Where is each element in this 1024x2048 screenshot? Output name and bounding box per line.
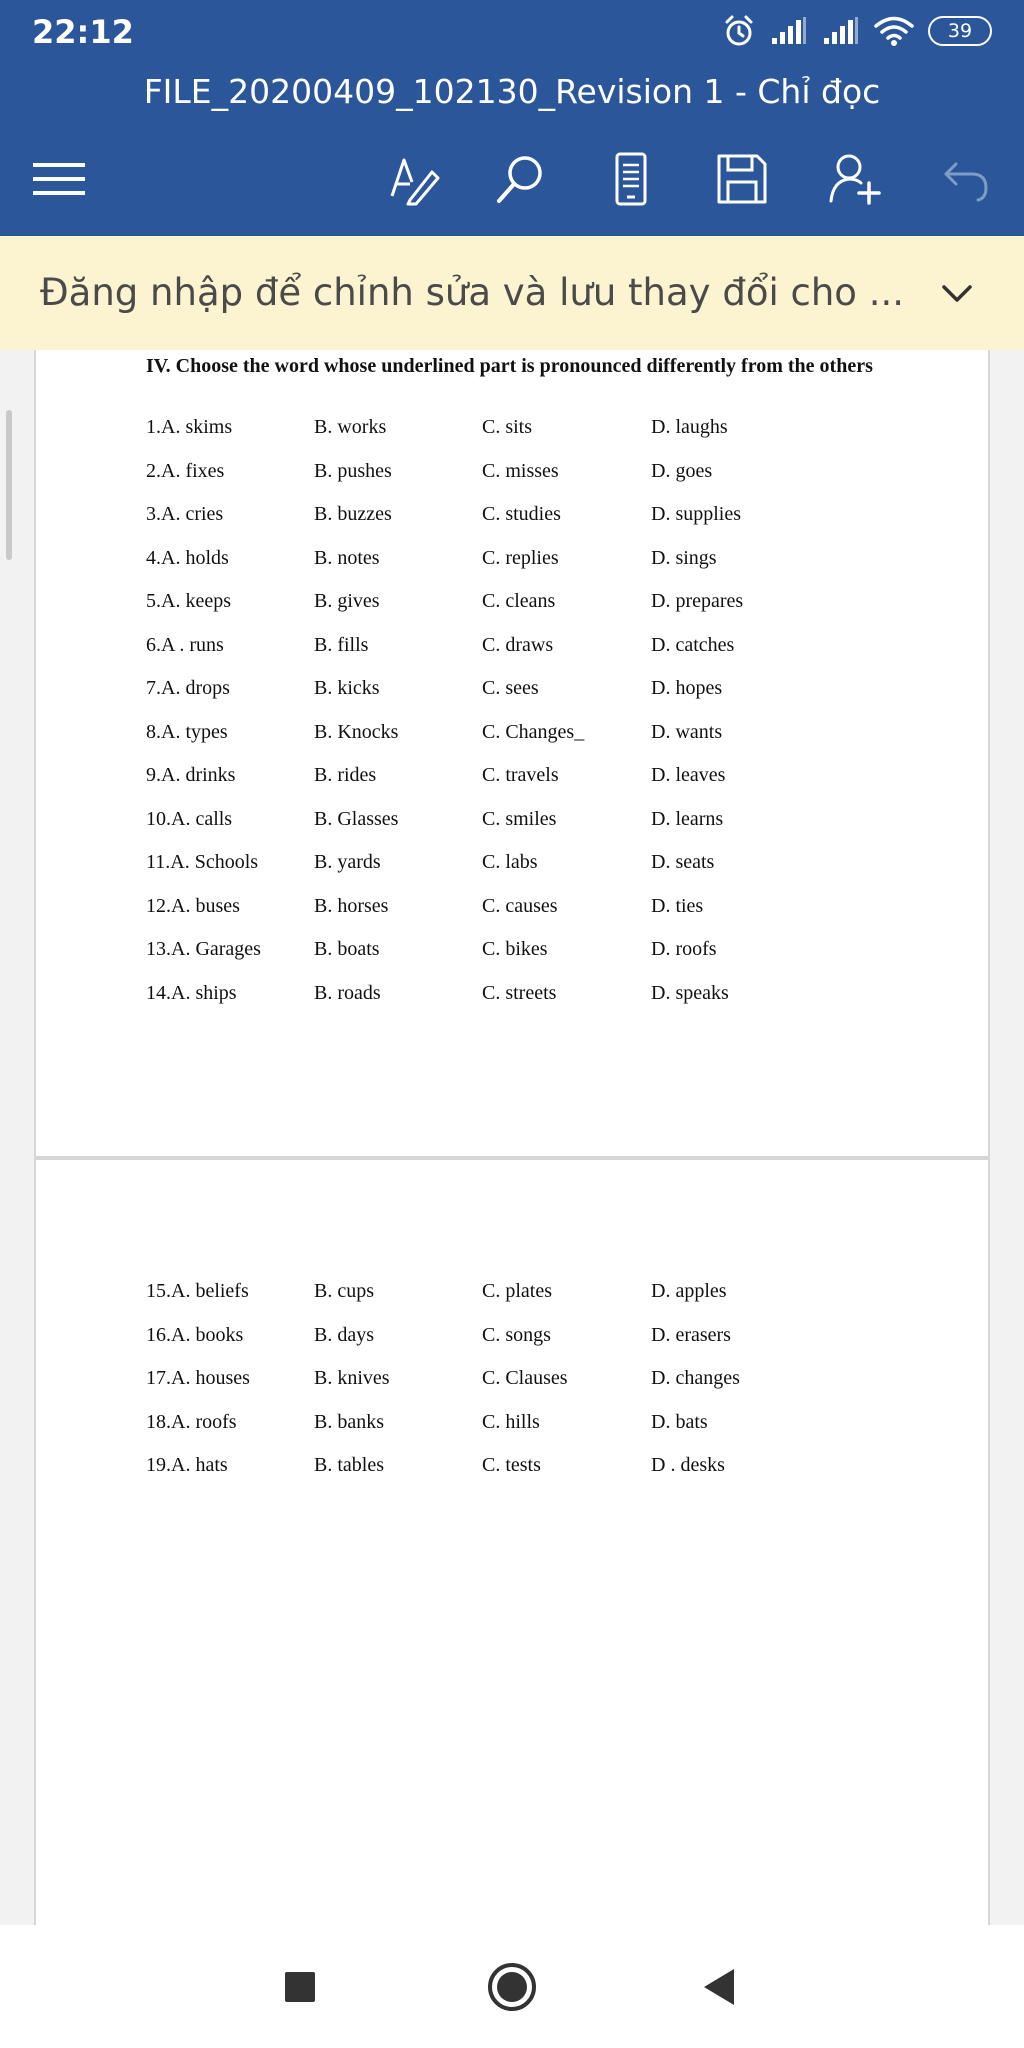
mobile-view-icon xyxy=(611,151,651,207)
option-a: 6.A . runs xyxy=(146,633,224,656)
option-a: 11.A. Schools xyxy=(146,851,259,873)
option-b: B. cups xyxy=(314,1280,374,1302)
option-d: D. erasers xyxy=(651,1323,731,1346)
option-a: 17.A. houses xyxy=(146,1367,250,1389)
save-button[interactable] xyxy=(707,144,777,214)
option-c: C. replies xyxy=(482,546,559,569)
undo-button[interactable] xyxy=(930,144,1000,214)
option-b: B. pushes xyxy=(314,459,392,482)
option-c: C. studies xyxy=(482,503,561,525)
option-a: 5.A. keeps xyxy=(146,590,231,612)
option-d: D. hopes xyxy=(651,677,723,699)
option-b: B. Knocks xyxy=(314,720,399,743)
undo-icon xyxy=(940,154,990,204)
option-c: C. plates xyxy=(482,1280,552,1302)
option-d: D. speaks xyxy=(651,981,729,1004)
option-b: B. fills xyxy=(314,633,369,656)
document-page-2 xyxy=(34,1158,990,1925)
navigation-bar xyxy=(0,1925,1024,2048)
option-b: B. horses xyxy=(314,894,389,917)
signin-banner-text: Đăng nhập để chỉnh sửa và lưu thay đổi cho ... xyxy=(40,271,904,314)
option-b: B. days xyxy=(314,1323,374,1346)
exercise-heading: IV. Choose the word whose underlined part is pronounced differently from the others xyxy=(146,355,873,377)
option-d: D. prepares xyxy=(651,590,744,612)
toolbar xyxy=(0,122,1024,236)
option-c: C. bikes xyxy=(482,938,548,960)
option-a: 10.A. calls xyxy=(146,807,233,830)
option-c: C. labs xyxy=(482,851,538,873)
banner-expand-button[interactable] xyxy=(936,272,978,314)
option-d: D. sings xyxy=(651,546,717,569)
option-a: 9.A. drinks xyxy=(146,764,236,786)
option-b: B. tables xyxy=(314,1454,384,1476)
option-c: C. smiles xyxy=(482,807,557,830)
status-icons xyxy=(722,14,992,48)
option-b: B. roads xyxy=(314,981,381,1004)
option-a: 19.A. hats xyxy=(146,1454,228,1476)
home-circle-icon xyxy=(486,1961,538,2013)
option-b: B. banks xyxy=(314,1410,384,1433)
option-a: 3.A. cries xyxy=(146,503,224,525)
option-c: C. causes xyxy=(482,894,558,917)
option-c: C. songs xyxy=(482,1323,551,1346)
mobile-view-button[interactable] xyxy=(596,144,666,214)
option-a: 7.A. drops xyxy=(146,677,230,699)
option-b: B. rides xyxy=(314,764,377,786)
recents-button[interactable] xyxy=(270,1957,330,2017)
option-c: C. sees xyxy=(482,677,539,699)
option-b: B. boats xyxy=(314,938,380,960)
option-d: D. laughs xyxy=(651,416,728,438)
option-a: 12.A. buses xyxy=(146,894,240,917)
option-c: C. draws xyxy=(482,633,554,656)
scrollbar-thumb[interactable] xyxy=(6,410,12,560)
share-user-icon xyxy=(827,151,883,207)
option-a: 2.A. fixes xyxy=(146,459,225,482)
option-c: C. streets xyxy=(482,981,557,1004)
option-d: D. seats xyxy=(651,851,715,873)
home-button[interactable] xyxy=(482,1957,542,2017)
option-d: D. supplies xyxy=(651,503,741,525)
pen-icon xyxy=(386,152,440,206)
option-d: D. leaves xyxy=(651,764,726,786)
document-area[interactable] xyxy=(0,350,1024,1925)
status-bar xyxy=(0,0,1024,62)
option-b: B. Glasses xyxy=(314,807,399,830)
option-b: B. notes xyxy=(314,546,380,569)
signin-banner[interactable] xyxy=(0,236,1024,350)
option-b: B. gives xyxy=(314,590,380,612)
option-d: D. ties xyxy=(651,894,704,917)
option-a: 1.A. skims xyxy=(146,416,233,438)
option-c: C. Changes_ xyxy=(482,720,585,743)
option-d: D. apples xyxy=(651,1280,727,1302)
option-d: D . desks xyxy=(651,1454,725,1476)
option-b: B. kicks xyxy=(314,677,380,699)
battery-indicator: 39 xyxy=(928,16,992,46)
option-c: C. cleans xyxy=(482,590,556,612)
option-c: C. Clauses xyxy=(482,1367,568,1389)
search-button[interactable] xyxy=(486,144,556,214)
menu-icon xyxy=(31,159,87,199)
chevron-down-icon xyxy=(936,272,978,314)
option-d: D. wants xyxy=(651,720,723,743)
search-icon xyxy=(493,151,549,207)
option-d: D. goes xyxy=(651,459,713,482)
document-title: FILE_20200409_102130_Revision 1 - Chỉ đọc xyxy=(0,62,1024,122)
option-a: 4.A. holds xyxy=(146,546,229,569)
signal-icon-2 xyxy=(822,16,860,46)
option-d: D. changes xyxy=(651,1367,740,1389)
option-d: D. learns xyxy=(651,807,724,830)
recents-square-icon xyxy=(283,1970,317,2004)
document-page-1 xyxy=(34,350,990,1158)
option-c: C. tests xyxy=(482,1454,541,1476)
option-d: D. bats xyxy=(651,1410,708,1433)
option-a: 14.A. ships xyxy=(146,981,237,1004)
option-d: D. catches xyxy=(651,633,735,656)
option-a: 8.A. types xyxy=(146,720,228,743)
option-c: C. travels xyxy=(482,764,559,786)
wifi-icon xyxy=(874,15,914,47)
edit-button[interactable] xyxy=(378,144,448,214)
share-button[interactable] xyxy=(820,144,890,214)
option-a: 15.A. beliefs xyxy=(146,1280,249,1302)
option-b: B. knives xyxy=(314,1367,390,1389)
menu-button[interactable] xyxy=(24,144,94,214)
option-a: 13.A. Garages xyxy=(146,938,261,960)
option-b: B. works xyxy=(314,416,387,438)
option-a: 16.A. books xyxy=(146,1323,244,1346)
option-c: C. sits xyxy=(482,416,533,438)
back-triangle-icon xyxy=(702,1967,738,2007)
back-button[interactable] xyxy=(690,1957,750,2017)
save-icon xyxy=(715,152,769,206)
status-time: 22:12 xyxy=(32,13,134,51)
option-c: C. hills xyxy=(482,1410,540,1433)
signal-icon-1 xyxy=(770,16,808,46)
option-b: B. buzzes xyxy=(314,503,392,525)
option-b: B. yards xyxy=(314,851,381,873)
option-c: C. misses xyxy=(482,459,559,482)
option-a: 18.A. roofs xyxy=(146,1410,237,1433)
alarm-icon xyxy=(722,14,756,48)
option-d: D. roofs xyxy=(651,938,717,960)
